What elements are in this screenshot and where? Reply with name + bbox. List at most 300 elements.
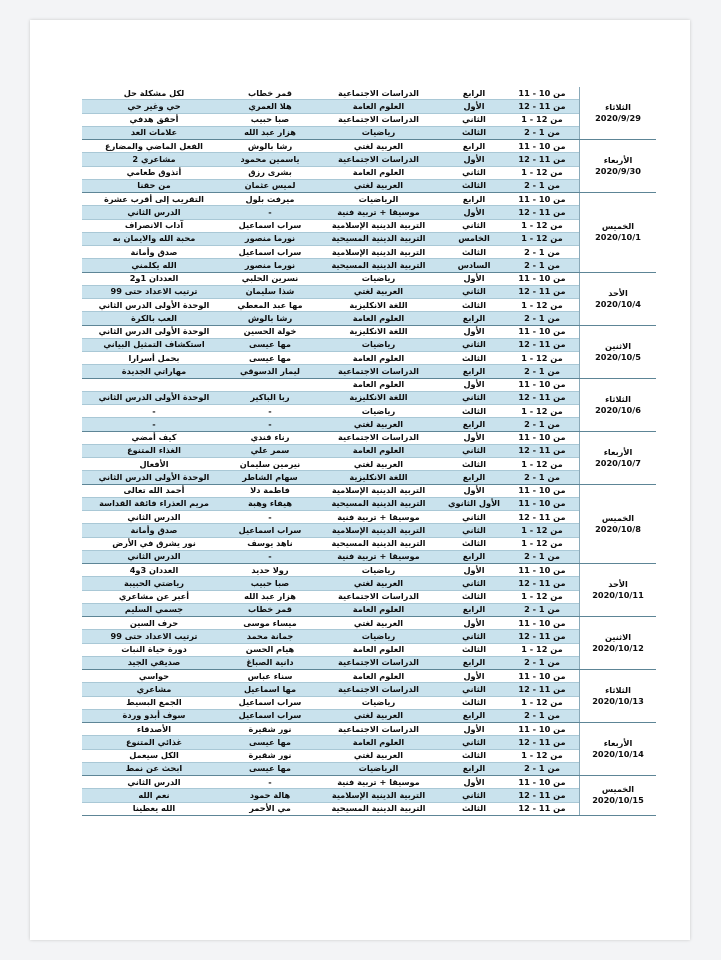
time-cell: من 10 - 11 <box>505 87 580 100</box>
subject-cell: رياضيات <box>314 338 443 351</box>
subject-cell: التربية الدينية المسيحية <box>314 232 443 245</box>
day-date: 2020/10/14 <box>592 749 644 759</box>
lesson-cell: أحمد الله تعالى <box>82 484 226 497</box>
day-cell <box>580 564 657 617</box>
time-cell: من 11 - 12 <box>505 802 580 815</box>
table-row <box>82 789 656 802</box>
time-cell: من 11 - 12 <box>505 100 580 113</box>
teacher-cell: ميساء موسى <box>226 617 314 630</box>
teacher-cell: سراب اسماعيل <box>226 246 314 259</box>
table-row <box>82 802 656 815</box>
teacher-cell: رشا بالوش <box>226 312 314 325</box>
table-row <box>82 219 656 232</box>
time-cell: من 1 - 2 <box>505 709 580 722</box>
table-row <box>82 762 656 775</box>
table-row <box>82 656 656 669</box>
subject-cell: العربية لغتي <box>314 577 443 590</box>
teacher-cell: مها عبد المعطي <box>226 299 314 312</box>
lesson-cell: نور يشرق في الأرض <box>82 537 226 550</box>
grade-cell: الثاني <box>443 683 505 696</box>
subject-cell: العربية لغتي <box>314 140 443 153</box>
subject-cell: الرياضيات <box>314 762 443 775</box>
table-row <box>82 352 656 365</box>
table-row <box>82 511 656 524</box>
teacher-cell: سهام الشاطر <box>226 471 314 484</box>
table-row <box>82 285 656 298</box>
lesson-cell: الأصدقاء <box>82 723 226 736</box>
day-date: 2020/9/30 <box>595 166 641 176</box>
subject-cell: العلوم العامة <box>314 352 443 365</box>
teacher-cell: سراب اسماعيل <box>226 219 314 232</box>
day-date: 2020/10/15 <box>592 795 644 806</box>
table-row <box>82 193 656 206</box>
teacher-cell: ربا الباكير <box>226 391 314 404</box>
grade-cell: الثالث <box>443 299 505 312</box>
subject-cell: العلوم العامة <box>314 444 443 457</box>
subject-cell: اللغة الانكليزية <box>314 391 443 404</box>
teacher-cell: - <box>226 206 314 219</box>
time-cell: من 11 - 12 <box>505 683 580 696</box>
subject-cell: موسيقا + تربية فنية <box>314 550 443 563</box>
table-row <box>82 670 656 683</box>
table-row <box>82 683 656 696</box>
table-row <box>82 325 656 338</box>
table-row <box>82 776 656 789</box>
lesson-cell: الفعل الماضي والمضارع <box>82 140 226 153</box>
grade-cell: الثالث <box>443 246 505 259</box>
teacher-cell: رشا بالوش <box>226 140 314 153</box>
day-name: الاثنين <box>604 632 632 642</box>
teacher-cell: - <box>226 405 314 418</box>
teacher-cell: نسرين الحلبي <box>226 272 314 285</box>
day-cell <box>580 87 657 140</box>
subject-cell: العربية لغتي <box>314 458 443 471</box>
lesson-cell: الوحدة الأولى الدرس الثاني <box>82 325 226 338</box>
time-cell: من 11 - 12 <box>505 444 580 457</box>
subject-cell: العلوم العامة <box>314 100 443 113</box>
teacher-cell: نور شقيرة <box>226 749 314 762</box>
teacher-cell: فاطمة دلا <box>226 484 314 497</box>
lesson-cell: الدرس الثاني <box>82 550 226 563</box>
grade-cell: الثاني <box>443 736 505 749</box>
day-name: الأحد <box>608 579 628 589</box>
time-cell: من 10 - 11 <box>505 140 580 153</box>
teacher-cell: هيام الحسن <box>226 643 314 656</box>
grade-cell: الأول الثانوي <box>443 497 505 510</box>
lesson-cell: حي وغير حي <box>82 100 226 113</box>
table-row <box>82 749 656 762</box>
lesson-cell: الدرس الثاني <box>82 776 226 789</box>
grade-cell: الثالث <box>443 749 505 762</box>
table-row <box>82 471 656 484</box>
teacher-cell: خولة الحسين <box>226 325 314 338</box>
time-cell: من 11 - 12 <box>505 511 580 524</box>
subject-cell: التربية الدينية المسيحية <box>314 259 443 272</box>
subject-cell: العربية لغتي <box>314 709 443 722</box>
grade-cell: الثاني <box>443 338 505 351</box>
lesson-cell: الوحدة الأولى الدرس الثاني <box>82 471 226 484</box>
time-cell: من 10 - 11 <box>505 670 580 683</box>
teacher-cell: هزار عبد الله <box>226 590 314 603</box>
lesson-cell: رياضتي الحبيبة <box>82 577 226 590</box>
lesson-cell: أتذوق طعامي <box>82 166 226 179</box>
time-cell: من 12 - 1 <box>505 643 580 656</box>
teacher-cell: هيفاء وهبة <box>226 497 314 510</box>
subject-cell: رياضيات <box>314 696 443 709</box>
subject-cell: الرياضيات <box>314 193 443 206</box>
day-name: الثلاثاء <box>605 393 631 404</box>
grade-cell: الأول <box>443 100 505 113</box>
table-row <box>82 153 656 166</box>
table-row <box>82 431 656 444</box>
day-date: 2020/10/6 <box>595 404 641 415</box>
grade-cell: الثاني <box>443 391 505 404</box>
teacher-cell: جمانة محمد <box>226 630 314 643</box>
grade-cell: الثالث <box>443 802 505 815</box>
teacher-cell: دانية الصباغ <box>226 656 314 669</box>
lesson-cell: حواسي <box>82 670 226 683</box>
lesson-cell: الوحدة الأولى الدرس الثاني <box>82 391 226 404</box>
teacher-cell: ميرفت بلول <box>226 193 314 206</box>
time-cell: من 12 - 1 <box>505 524 580 537</box>
time-cell: من 10 - 11 <box>505 564 580 577</box>
table-row <box>82 617 656 630</box>
table-row <box>82 272 656 285</box>
time-cell: من 12 - 1 <box>505 299 580 312</box>
lesson-cell: صدق وأمانة <box>82 246 226 259</box>
lesson-cell: دورة حياة النبات <box>82 643 226 656</box>
table-row <box>82 444 656 457</box>
table-row <box>82 590 656 603</box>
schedule-table <box>82 87 656 816</box>
teacher-cell: سناء عباس <box>226 670 314 683</box>
lesson-cell: بحمل أسرارا <box>82 352 226 365</box>
time-cell: من 11 - 12 <box>505 338 580 351</box>
grade-cell: الأول <box>443 617 505 630</box>
time-cell: من 1 - 2 <box>505 126 580 139</box>
table-row <box>82 365 656 378</box>
teacher-cell: هالة حمود <box>226 789 314 802</box>
teacher-cell: ياسمين محمود <box>226 153 314 166</box>
table-row <box>82 299 656 312</box>
time-cell: من 11 - 12 <box>505 736 580 749</box>
day-name: الثلاثاء <box>605 102 631 112</box>
time-cell: من 10 - 11 <box>505 497 580 510</box>
day-cell <box>580 272 657 325</box>
table-row <box>82 709 656 722</box>
time-cell: من 11 - 12 <box>505 577 580 590</box>
grade-cell: الثاني <box>443 524 505 537</box>
lesson-cell: العددان 3و4 <box>82 564 226 577</box>
subject-cell: العربية لغتي <box>314 749 443 762</box>
lesson-cell <box>82 378 226 391</box>
subject-cell: رياضيات <box>314 630 443 643</box>
grade-cell: الثاني <box>443 630 505 643</box>
table-row <box>82 232 656 245</box>
lesson-cell: الله يعطينا <box>82 802 226 815</box>
grade-cell: الثالث <box>443 458 505 471</box>
day-date: 2020/10/7 <box>595 457 641 468</box>
grade-cell: الأول <box>443 564 505 577</box>
day-date: 2020/10/12 <box>592 643 644 653</box>
time-cell: من 1 - 2 <box>505 259 580 272</box>
day-name: الخميس <box>601 221 635 232</box>
teacher-cell: نورما منصور <box>226 232 314 245</box>
day-cell <box>580 723 657 776</box>
teacher-cell <box>226 378 314 391</box>
table-row <box>82 484 656 497</box>
table-row <box>82 259 656 272</box>
table-row <box>82 166 656 179</box>
time-cell: من 12 - 1 <box>505 113 580 126</box>
subject-cell: الدراسات الاجتماعية <box>314 87 443 100</box>
lesson-cell: آداب الانصراف <box>82 219 226 232</box>
table-row <box>82 418 656 431</box>
table-row <box>82 497 656 510</box>
subject-cell: العلوم العامة <box>314 312 443 325</box>
table-row <box>82 736 656 749</box>
lesson-cell: الكل سيعمل <box>82 749 226 762</box>
document-page <box>30 20 690 940</box>
grade-cell: الأول <box>443 431 505 444</box>
subject-cell: الدراسات الاجتماعية <box>314 723 443 736</box>
lesson-cell: ابحث عن نمط <box>82 762 226 775</box>
table-row <box>82 126 656 139</box>
grade-cell: الأول <box>443 206 505 219</box>
time-cell: من 1 - 2 <box>505 603 580 616</box>
lesson-cell: الدرس الثاني <box>82 511 226 524</box>
lesson-cell: من حقنا <box>82 179 226 192</box>
time-cell: من 1 - 2 <box>505 762 580 775</box>
lesson-cell: صدق وأمانة <box>82 524 226 537</box>
subject-cell: العربية لغتي <box>314 418 443 431</box>
table-row <box>82 378 656 391</box>
time-cell: من 11 - 12 <box>505 630 580 643</box>
teacher-cell: نور شقيرة <box>226 723 314 736</box>
time-cell: من 10 - 11 <box>505 325 580 338</box>
grade-cell: الخامس <box>443 232 505 245</box>
lesson-cell: سوف أبدو وردة <box>82 709 226 722</box>
subject-cell: التربية الدينية الإسلامية <box>314 524 443 537</box>
lesson-cell: استكشاف التمثيل البياني <box>82 338 226 351</box>
teacher-cell: ليمار الدسوقي <box>226 365 314 378</box>
table-row <box>82 206 656 219</box>
lesson-cell: غذائي المتنوع <box>82 736 226 749</box>
lesson-cell: العب بالكرة <box>82 312 226 325</box>
subject-cell: العلوم العامة <box>314 603 443 616</box>
teacher-cell: سراب اسماعيل <box>226 524 314 537</box>
day-date: 2020/10/4 <box>595 298 641 309</box>
time-cell: من 1 - 2 <box>505 418 580 431</box>
teacher-cell: سمر علي <box>226 444 314 457</box>
subject-cell: التربية الدينية المسيحية <box>314 537 443 550</box>
day-cell <box>580 431 657 484</box>
teacher-cell: - <box>226 511 314 524</box>
day-name: الاثنين <box>604 340 632 351</box>
lesson-cell: محبة الله والايمان به <box>82 232 226 245</box>
time-cell: من 11 - 12 <box>505 789 580 802</box>
grade-cell: الأول <box>443 325 505 338</box>
day-name: الأربعاء <box>603 446 633 457</box>
grade-cell: الرابع <box>443 140 505 153</box>
lesson-cell: العددان 1و2 <box>82 272 226 285</box>
grade-cell: الرابع <box>443 87 505 100</box>
table-row <box>82 458 656 471</box>
subject-cell: الدراسات الاجتماعية <box>314 113 443 126</box>
lesson-cell: مشاعري 2 <box>82 153 226 166</box>
time-cell: من 10 - 11 <box>505 193 580 206</box>
time-cell: من 1 - 2 <box>505 550 580 563</box>
grade-cell: الأول <box>443 272 505 285</box>
teacher-cell: هزار عبد الله <box>226 126 314 139</box>
subject-cell: التربية الدينية المسيحية <box>314 497 443 510</box>
grade-cell: الثالث <box>443 405 505 418</box>
teacher-cell: سراب اسماعيل <box>226 709 314 722</box>
teacher-cell: مها عيسى <box>226 762 314 775</box>
subject-cell: العربية لغتي <box>314 617 443 630</box>
teacher-cell: قمر خطاب <box>226 603 314 616</box>
table-row <box>82 246 656 259</box>
table-row <box>82 603 656 616</box>
time-cell: من 1 - 2 <box>505 656 580 669</box>
subject-cell: التربية الدينية الإسلامية <box>314 246 443 259</box>
subject-cell: رياضيات <box>314 405 443 418</box>
time-cell: من 12 - 1 <box>505 232 580 245</box>
subject-cell: الدراسات الاجتماعية <box>314 656 443 669</box>
teacher-cell: مها عيسى <box>226 736 314 749</box>
day-name: الخميس <box>601 512 635 523</box>
grade-cell: الرابع <box>443 418 505 431</box>
lesson-cell: الدرس الثاني <box>82 206 226 219</box>
grade-cell: الثاني <box>443 511 505 524</box>
grade-cell: الثالث <box>443 179 505 192</box>
grade-cell: الثالث <box>443 696 505 709</box>
lesson-cell: ترتيب الاعداد حتى 99 <box>82 285 226 298</box>
table-row <box>82 524 656 537</box>
subject-cell: التربية الدينية الإسلامية <box>314 219 443 232</box>
subject-cell: رياضيات <box>314 126 443 139</box>
day-cell <box>580 378 657 431</box>
teacher-cell: رولا حديد <box>226 564 314 577</box>
grade-cell: الأول <box>443 378 505 391</box>
day-date: 2020/9/29 <box>595 113 641 123</box>
lesson-cell: كيف أمضي <box>82 431 226 444</box>
subject-cell: اللغة الانكليزية <box>314 299 443 312</box>
time-cell: من 11 - 12 <box>505 285 580 298</box>
subject-cell: العلوم العامة <box>314 166 443 179</box>
time-cell: من 1 - 2 <box>505 471 580 484</box>
time-cell: من 11 - 12 <box>505 206 580 219</box>
table-row <box>82 87 656 100</box>
subject-cell: رياضيات <box>314 564 443 577</box>
grade-cell: الثاني <box>443 444 505 457</box>
grade-cell: السادس <box>443 259 505 272</box>
subject-cell: التربية الدينية الإسلامية <box>314 789 443 802</box>
grade-cell: الأول <box>443 484 505 497</box>
grade-cell: الرابع <box>443 603 505 616</box>
lesson-cell: حرف السين <box>82 617 226 630</box>
teacher-cell: بشرى رزق <box>226 166 314 179</box>
day-cell <box>580 670 657 723</box>
time-cell: من 12 - 1 <box>505 352 580 365</box>
lesson-cell: مريم العذراء فائقة القداسة <box>82 497 226 510</box>
time-cell: من 1 - 2 <box>505 365 580 378</box>
lesson-cell: الجمع البسيط <box>82 696 226 709</box>
teacher-cell: ناهد يوسف <box>226 537 314 550</box>
table-row <box>82 550 656 563</box>
lesson-cell: التقريب إلى أقرب عشرة <box>82 193 226 206</box>
table-row <box>82 564 656 577</box>
day-cell <box>580 193 657 273</box>
day-name: الخميس <box>601 784 635 795</box>
day-date: 2020/10/8 <box>595 523 641 534</box>
lesson-cell: أعبر عن مشاعري <box>82 590 226 603</box>
teacher-cell: قمر خطاب <box>226 87 314 100</box>
table-row <box>82 405 656 418</box>
grade-cell: الرابع <box>443 365 505 378</box>
teacher-cell: - <box>226 550 314 563</box>
time-cell: من 12 - 1 <box>505 590 580 603</box>
teacher-cell: مها عيسى <box>226 352 314 365</box>
subject-cell: التربية الدينية الإسلامية <box>314 484 443 497</box>
grade-cell: الثالث <box>443 537 505 550</box>
time-cell: من 11 - 12 <box>505 391 580 404</box>
grade-cell: الثاني <box>443 285 505 298</box>
lesson-cell: الأفعال <box>82 458 226 471</box>
day-cell <box>580 325 657 378</box>
teacher-cell: سراب اسماعيل <box>226 696 314 709</box>
table-row <box>82 643 656 656</box>
table-row <box>82 537 656 550</box>
lesson-cell: الله يكلمني <box>82 259 226 272</box>
time-cell: من 12 - 1 <box>505 458 580 471</box>
day-date: 2020/10/11 <box>592 590 644 600</box>
day-cell <box>580 140 657 193</box>
table-row <box>82 723 656 736</box>
time-cell: من 11 - 12 <box>505 153 580 166</box>
grade-cell: الأول <box>443 723 505 736</box>
teacher-cell: مها اسماعيل <box>226 683 314 696</box>
teacher-cell: شذا سليمان <box>226 285 314 298</box>
lesson-cell: مهاراتي الجديدة <box>82 365 226 378</box>
teacher-cell: مها عيسى <box>226 338 314 351</box>
day-name: الأربعاء <box>603 155 633 165</box>
time-cell: من 10 - 11 <box>505 431 580 444</box>
teacher-cell: مي الأحمر <box>226 802 314 815</box>
grade-cell: الثاني <box>443 219 505 232</box>
subject-cell: العربية لغتي <box>314 179 443 192</box>
subject-cell: الدراسات الاجتماعية <box>314 590 443 603</box>
lesson-cell: مشاعري <box>82 683 226 696</box>
time-cell: من 12 - 1 <box>505 696 580 709</box>
subject-cell: اللغة الانكليزية <box>314 471 443 484</box>
day-cell <box>580 617 657 670</box>
time-cell: من 1 - 2 <box>505 179 580 192</box>
teacher-cell: هلا العمري <box>226 100 314 113</box>
day-cell <box>580 484 657 564</box>
table-row <box>82 338 656 351</box>
grade-cell: الرابع <box>443 550 505 563</box>
subject-cell: الدراسات الاجتماعية <box>314 153 443 166</box>
grade-cell: الثالث <box>443 352 505 365</box>
table-row <box>82 696 656 709</box>
subject-cell: التربية الدينية المسيحية <box>314 802 443 815</box>
grade-cell: الرابع <box>443 193 505 206</box>
lesson-cell: جسمي السليم <box>82 603 226 616</box>
day-name: الثلاثاء <box>605 685 631 695</box>
subject-cell: العلوم العامة <box>314 378 443 391</box>
day-date: 2020/10/1 <box>595 232 641 243</box>
